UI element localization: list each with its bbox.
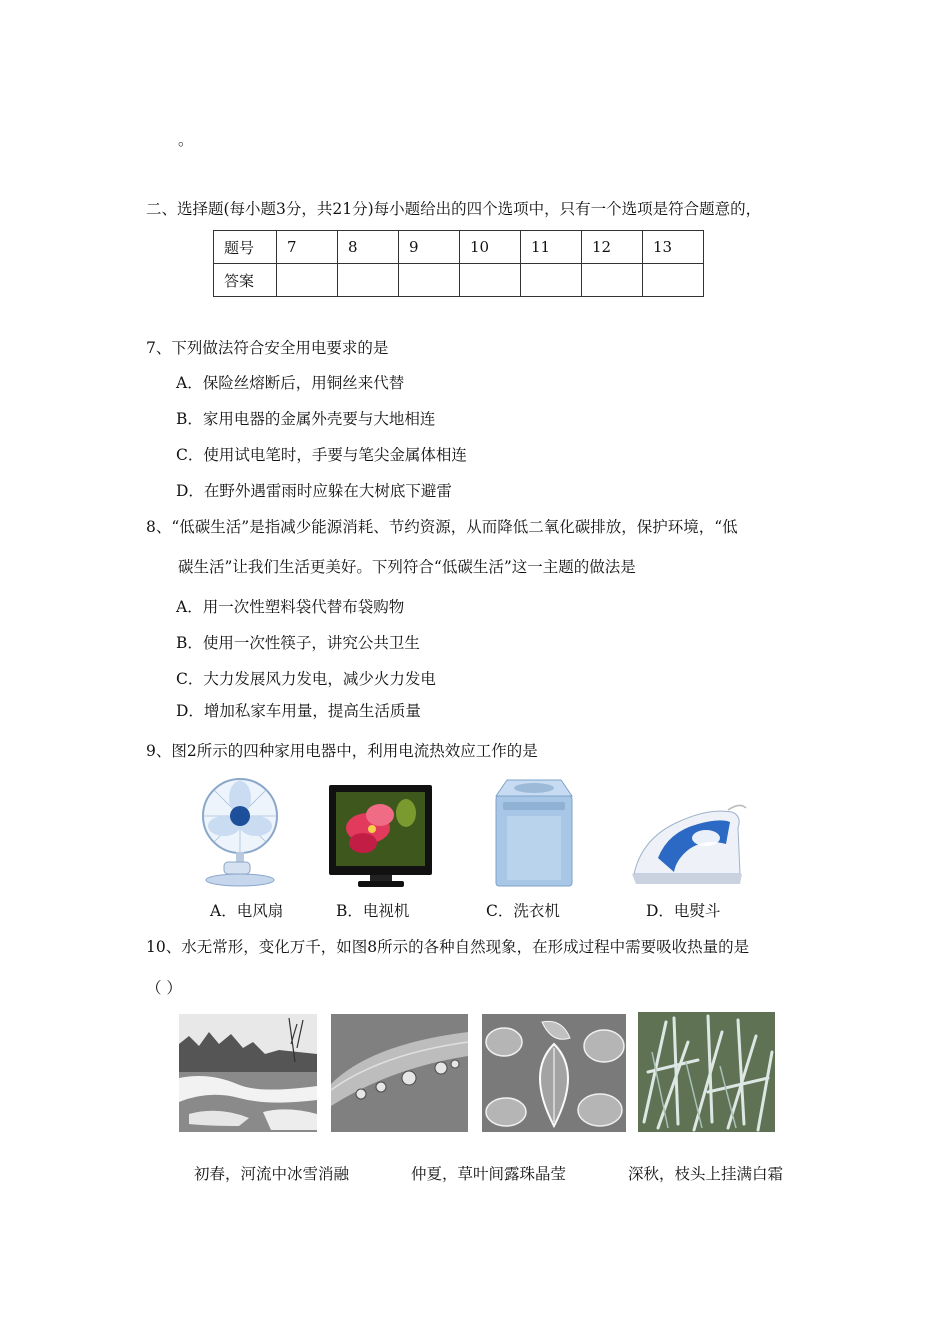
table-number: 10 xyxy=(460,231,521,264)
answer-cell[interactable] xyxy=(338,264,399,297)
q10-caption-1: 初春，河流中冰雪消融 xyxy=(194,1165,350,1183)
table-number: 8 xyxy=(338,231,399,264)
table-number: 9 xyxy=(399,231,460,264)
washing-machine-image xyxy=(493,776,575,888)
q8-stem-line2: 碳生活”让我们生活更美好。下列符合“低碳生活”这一主题的做法是 xyxy=(178,558,636,576)
answer-table xyxy=(213,230,704,297)
q9-caption-a: A．电风扇 xyxy=(210,902,284,920)
q9-caption-b: B．电视机 xyxy=(336,902,410,920)
table-number: 11 xyxy=(521,231,582,264)
answer-table-answer-row xyxy=(214,264,704,297)
answer-cell[interactable] xyxy=(460,264,521,297)
table-number: 7 xyxy=(277,231,338,264)
q7-option-b: B．家用电器的金属外壳要与大地相连 xyxy=(176,410,436,428)
answer-cell[interactable] xyxy=(277,264,338,297)
q8-option-b: B．使用一次性筷子，讲究公共卫生 xyxy=(176,634,420,652)
frost-on-leaves-image xyxy=(482,1014,626,1132)
top-mark: 。 xyxy=(178,131,194,149)
q10-caption-2: 仲夏，草叶间露珠晶莹 xyxy=(411,1165,567,1183)
q7-option-a: A．保险丝熔断后，用铜丝来代替 xyxy=(176,374,405,392)
q9-caption-c: C．洗衣机 xyxy=(486,902,560,920)
table-label-answer: 答案 xyxy=(214,264,277,297)
dew-on-leaf-image xyxy=(331,1014,468,1132)
q8-stem-line1: 8、“低碳生活”是指减少能源消耗、节约资源，从而降低二氧化碳排放，保护环境，“低 xyxy=(146,518,738,536)
q8-option-a: A．用一次性塑料袋代替布袋购物 xyxy=(176,598,405,616)
q9-stem: 9、图2所示的四种家用电器中，利用电流热效应工作的是 xyxy=(146,742,538,760)
river-ice-melting-image xyxy=(179,1014,317,1132)
q10-answer-bracket: （ ） xyxy=(146,979,182,997)
television-image xyxy=(328,783,433,890)
section-heading: 二、选择题(每小题3分，共21分)每小题给出的四个选项中，只有一个选项是符合题意的， xyxy=(146,200,762,218)
table-number: 12 xyxy=(582,231,643,264)
answer-cell[interactable] xyxy=(399,264,460,297)
frosted-grass-image xyxy=(638,1012,775,1132)
answer-table-header-row xyxy=(214,231,704,264)
table-label-number: 题号 xyxy=(214,231,277,264)
table-number: 13 xyxy=(643,231,704,264)
q10-caption-3: 深秋，枝头上挂满白霜 xyxy=(628,1165,784,1183)
q9-caption-d: D．电熨斗 xyxy=(646,902,721,920)
q8-option-c: C．大力发展风力发电，减少火力发电 xyxy=(176,670,436,688)
q7-option-d: D．在野外遇雷雨时应躲在大树底下避雷 xyxy=(176,482,452,500)
answer-cell[interactable] xyxy=(582,264,643,297)
q7-stem: 7、下列做法符合安全用电要求的是 xyxy=(146,339,389,357)
q10-stem: 10、水无常形，变化万千，如图8所示的各种自然现象，在形成过程中需要吸收热量的是 xyxy=(146,938,750,956)
electric-iron-image xyxy=(628,798,748,890)
q8-option-d: D．增加私家车用量，提高生活质量 xyxy=(176,702,421,720)
electric-fan-image xyxy=(196,776,286,888)
answer-cell[interactable] xyxy=(521,264,582,297)
answer-cell[interactable] xyxy=(643,264,704,297)
q7-option-c: C．使用试电笔时，手要与笔尖金属体相连 xyxy=(176,446,467,464)
